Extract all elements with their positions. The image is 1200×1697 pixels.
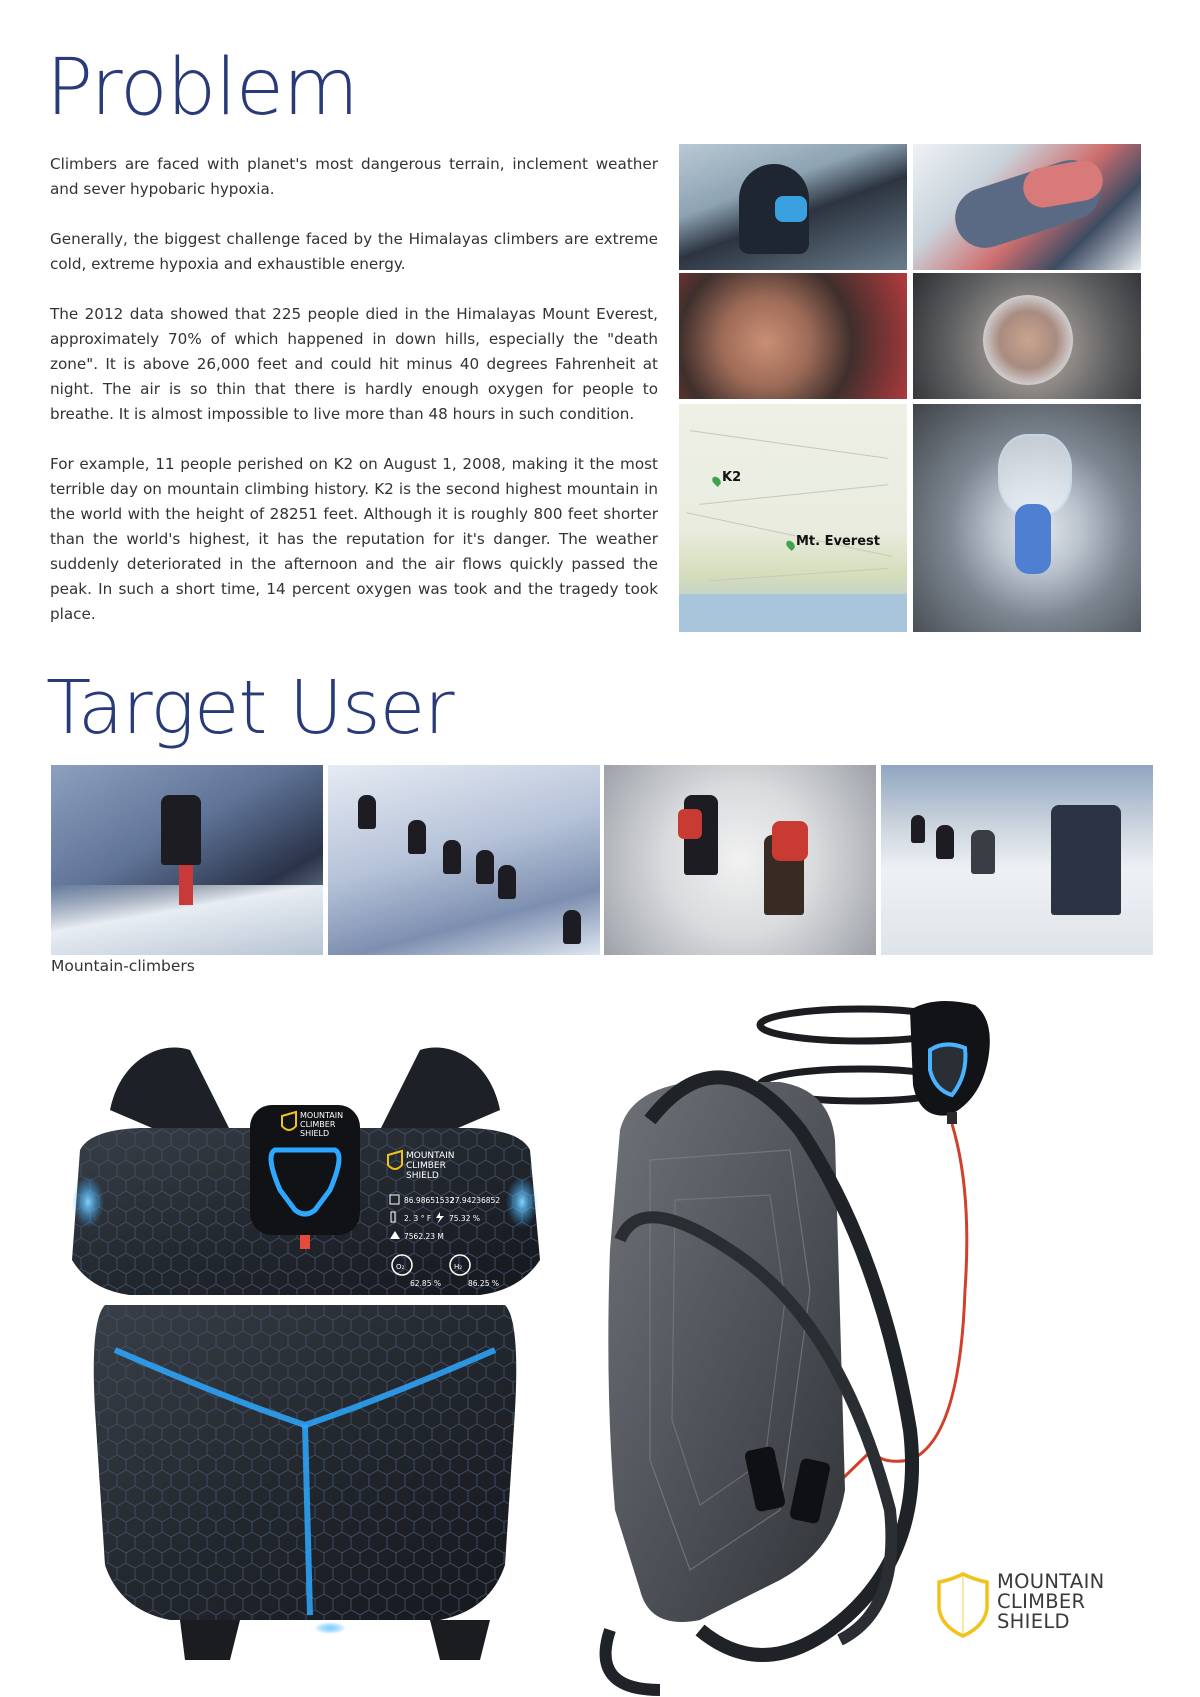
brand-line-2: CLIMBER: [997, 1590, 1086, 1613]
module-brand-line-1: MOUNTAIN: [300, 1111, 344, 1120]
hud-hydrogen-value: 86.25 %: [468, 1279, 499, 1288]
target-user-heading: Target User: [46, 665, 454, 751]
photo-ice-climber: [51, 765, 323, 955]
brand-line-3: SHIELD: [997, 1610, 1070, 1633]
photo-oxygen-mask: [913, 404, 1141, 632]
photo-glacier-trek: [881, 765, 1153, 955]
map-label-everest: Mt. Everest: [796, 534, 880, 549]
hud-coordinates-a: 86.98651532: [404, 1196, 455, 1205]
photo-rope-team: [328, 765, 600, 955]
hud-brand-line-1: MOUNTAIN: [406, 1151, 455, 1161]
photo-snow-climbers: [604, 765, 876, 955]
oxygen-tube-shape: [1015, 504, 1051, 574]
problem-heading: Problem: [46, 43, 358, 133]
hud-temperature: 2. 3 ° F: [404, 1214, 432, 1223]
problem-paragraph: Climbers are faced with planet's most dangerous terrain, inclement weather and sever hypobaric hypoxia.: [50, 155, 658, 198]
hud-brand-line-2: CLIMBER: [406, 1161, 446, 1171]
shield-icon: [935, 1570, 991, 1640]
map-pin-k2: [710, 475, 722, 487]
map-himalayas: [679, 404, 907, 632]
photo-frosted-face: [913, 273, 1141, 399]
target-user-caption: Mountain-climbers: [51, 957, 195, 975]
hud-coordinates-b: 27.94236852: [450, 1196, 501, 1205]
brand-wordmark: [997, 1572, 1105, 1632]
vest-front-render: [0, 990, 600, 1697]
problem-paragraph: For example, 11 people perished on K2 on August 1, 2008, making it the most terrible day on mountain climbing history. K2 is the second highest mountain in the world with the height of 28251 feet. Although it is roughly 800 feet shorter than the world's highest, it has the reputation for it's danger. The weather suddenly deteriorated in the afternoon and the air flows quickly passed the peak. In such a short time, 14 percent oxygen was took and the tragedy took place.: [50, 455, 658, 623]
problem-paragraph: Generally, the biggest challenge faced by the Himalayas climbers are extreme cold, extreme hypoxia and exhaustible energy.: [50, 230, 658, 273]
brand-logo: [935, 1570, 1125, 1660]
brand-line-1: MOUNTAIN: [997, 1570, 1105, 1593]
hud-altitude: 7562.23 M: [404, 1232, 444, 1241]
module-brand-line-3: SHIELD: [300, 1129, 330, 1138]
left-shoulder-strap: [110, 1048, 230, 1141]
module-brand-line-2: CLIMBER: [300, 1120, 336, 1129]
back-panel: [608, 1082, 845, 1622]
map-pin-everest: [784, 539, 796, 551]
hud-battery: 75.32 %: [449, 1214, 480, 1223]
hud-hydrogen-label: H₂: [454, 1263, 463, 1271]
photo-climber-drinking: [679, 144, 907, 270]
problem-body: [50, 152, 658, 652]
hud-oxygen-value: 62.85 %: [410, 1279, 441, 1288]
photo-fallen-climber: [913, 144, 1141, 270]
right-shoulder-strap: [380, 1048, 500, 1141]
map-label-k2: K2: [722, 470, 742, 485]
photo-climber-face: [679, 273, 907, 399]
hud-brand-line-3: SHIELD: [406, 1171, 439, 1181]
problem-paragraph: The 2012 data showed that 225 people died in the Himalayas Mount Everest, approximately 70% of which happened in down hills, especially the "death zone". It is above 26,000 feet and could hit minus 40 degrees Fahrenheit at night. The air is so thin that there is hardly enough oxygen for people to breathe. It is almost impossible to live more than 48 hours in such condition.: [50, 305, 658, 423]
hud-oxygen-label: O₂: [396, 1263, 405, 1271]
